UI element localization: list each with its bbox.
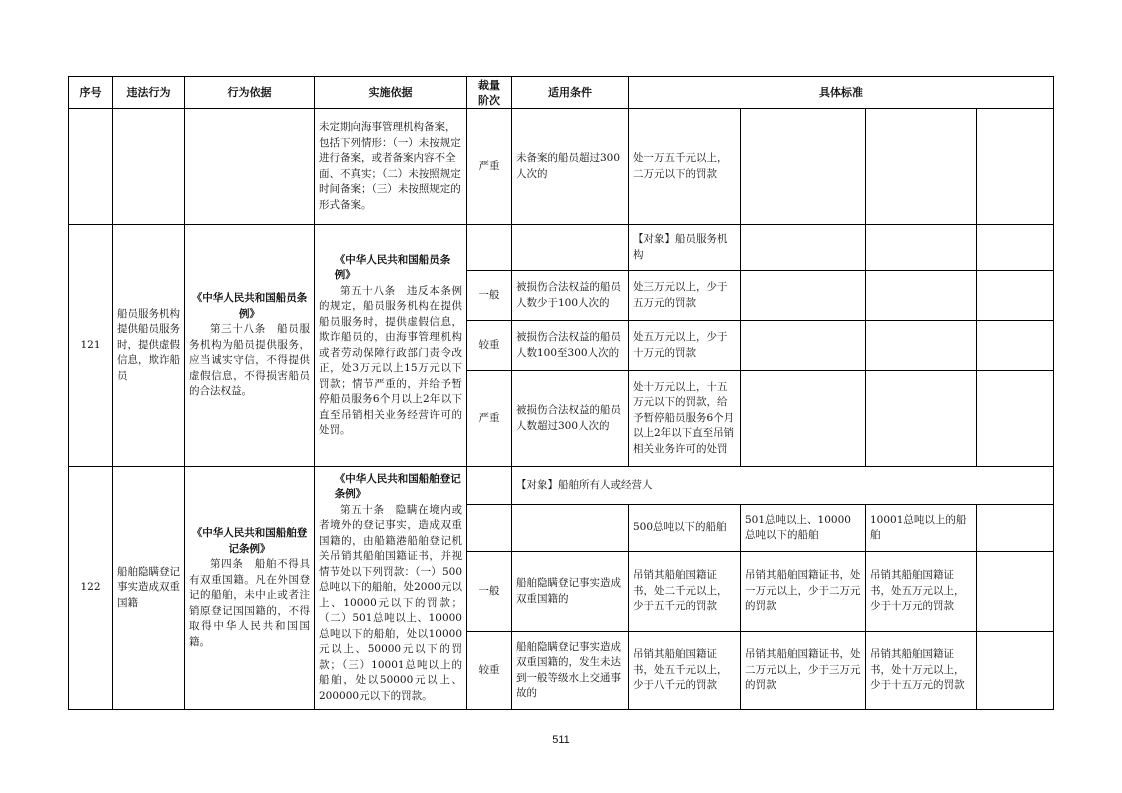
cont-level: 严重 [467, 109, 512, 225]
r122-size-1: 501总吨以上、10000总吨以下的船舶 [741, 505, 866, 552]
r121-basis-body: 第三十八条 船员服务机构为船员提供服务，应当诚实守信，不得提供虚假信息，不得损害船员的合法权益。 [189, 323, 310, 398]
r122-cond-1: 船舶隐瞒登记事实造成双重国籍的，发生未达到一般等级水上交通事故的 [512, 632, 629, 710]
header-level: 裁量阶次 [467, 77, 512, 109]
r122-level-0: 一般 [467, 552, 512, 632]
r121-level-0: 一般 [467, 271, 512, 321]
r121-std-2: 处十万元以上，十五万元以下的罚款，给予暂停船员服务6个月以上2年以下直至吊销相关业务许可的处罚 [629, 371, 741, 467]
r121-level-1: 较重 [467, 321, 512, 371]
header-std: 具体标准 [629, 77, 1054, 109]
cont-seq [69, 109, 113, 225]
continuation-row [69, 109, 1054, 225]
r122-size-2: 10001总吨以上的船舶 [866, 505, 977, 552]
r122-std-0-2: 吊销其船舶国籍证书，处五万元以上，少于十万元的罚款 [866, 552, 977, 632]
r122-cond-0: 船舶隐瞒登记事实造成双重国籍的 [512, 552, 629, 632]
header-basis: 行为依据 [185, 77, 315, 109]
r122-seq: 122 [69, 467, 113, 710]
r122-basis-title: 《中华人民共和国船舶登记条例》 [191, 527, 308, 555]
penalty-standards-table [68, 76, 1054, 710]
header-row [69, 77, 1054, 109]
r122-std-1-0: 吊销其船舶国籍证书，处五千元以上，少于八千元的罚款 [629, 632, 741, 710]
r121-basis [185, 225, 315, 467]
r122-impl-title: 《中华人民共和国船舶登记条例》 [334, 472, 461, 501]
r122-object-row [69, 467, 1054, 505]
r122-basis [185, 467, 315, 710]
r121-basis-title: 《中华人民共和国船员条例》 [191, 292, 308, 320]
header-cond: 适用条件 [512, 77, 629, 109]
r122-std-0-1: 吊销其船舶国籍证书，处一万元以上，少于二万元的罚款 [741, 552, 866, 632]
r122-impl-body: 第五十条 隐瞒在境内或者境外的登记事实，造成双重国籍的，由船籍港船舶登记机关吊销其船舶国籍证书，并视情节处以下列罚款：（一）500总吨以下的船舶，处2000元以上、10000元以下的罚款；（二）501总吨以上、10000总吨以下的船舶，处以10000元以上、50000元以下的罚款；（三）10001总吨以上的船舶，处以50000元以上、200000元以下的罚款。 [319, 503, 462, 702]
header-seq: 序号 [69, 77, 113, 109]
r122-size-0: 500总吨以下的船舶 [629, 505, 741, 552]
r121-std-0: 处三万元以上，少于五万元的罚款 [629, 271, 741, 321]
cont-violation [113, 109, 185, 225]
r122-level-1: 较重 [467, 632, 512, 710]
r121-cond-1: 被损伤合法权益的船员人数100至300人次的 [512, 321, 629, 371]
r122-violation: 船舶隐瞒登记事实造成双重国籍 [113, 467, 185, 710]
cont-basis [185, 109, 315, 225]
r122-object: 【对象】船舶所有人或经营人 [512, 467, 1054, 505]
r122-std-0-0: 吊销其船舶国籍证书，处二千元以上，少于五千元的罚款 [629, 552, 741, 632]
r122-std-1-2: 吊销其船舶国籍证书，处十万元以上，少于十五万元的罚款 [866, 632, 977, 710]
r121-impl-body: 第五十八条 违反本条例的规定，船员服务机构在提供船员服务时，提供虚假信息，欺诈船员的，由海事管理机构或者劳动保障行政部门责令改正，处3万元以上15万元以下罚款；情节严重的，并给予暂停船员服务6个月以上2年以下直至吊销相关业务经营许可的处罚。 [319, 284, 462, 436]
page-number: 511 [552, 734, 570, 746]
r121-object: 【对象】船员服务机构 [629, 225, 741, 271]
cont-cond: 未备案的船员超过300人次的 [512, 109, 629, 225]
r122-basis-body: 第四条 船舶不得具有双重国籍。凡在外国登记的船舶，未中止或者注销原登记国国籍的，不得取得中华人民共和国国籍。 [189, 558, 310, 648]
r121-cond-2: 被损伤合法权益的船员人数超过300人次的 [512, 371, 629, 467]
cont-impl: 未定期向海事管理机构备案，包括下列情形：（一）未按规定进行备案，或者备案内容不全面、不真实；（二）未按照规定时间备案；（三）未按照规定的形式备案。 [315, 109, 467, 225]
r121-object-row [69, 225, 1054, 271]
r122-impl [315, 467, 467, 710]
r121-cond-0: 被损伤合法权益的船员人数少于100人次的 [512, 271, 629, 321]
cont-std: 处一万五千元以上，二万元以下的罚款 [629, 109, 741, 225]
header-impl: 实施依据 [315, 77, 467, 109]
r121-impl-title: 《中华人民共和国船员条例》 [334, 253, 451, 281]
r121-level-2: 严重 [467, 371, 512, 467]
r121-violation: 船员服务机构提供船员服务时，提供虚假信息，欺诈船员 [113, 225, 185, 467]
header-violation: 违法行为 [113, 77, 185, 109]
r122-std-1-1: 吊销其船舶国籍证书，处二万元以上，少于三万元的罚款 [741, 632, 866, 710]
r121-seq: 121 [69, 225, 113, 467]
r121-std-1: 处五万元以上，少于十万元的罚款 [629, 321, 741, 371]
r121-impl [315, 225, 467, 467]
